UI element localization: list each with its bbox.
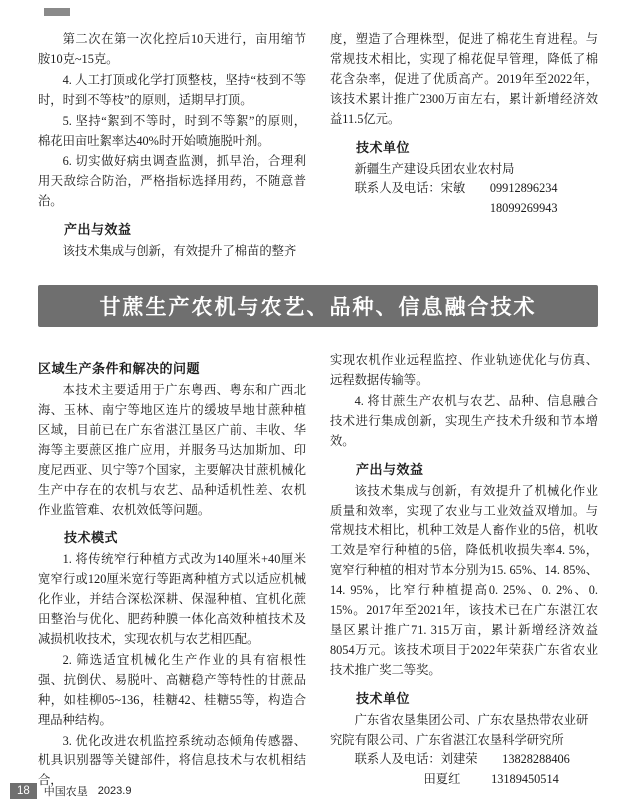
tech-unit-name: 新疆生产建设兵团农业农村局 (354, 161, 515, 176)
heading-tech-mode: 技术模式 (64, 530, 119, 546)
contact-label: 联系人及电话：刘建荣 (354, 752, 478, 767)
section1-right-column (330, 30, 598, 263)
page-footer (10, 783, 131, 799)
section1-left-column (38, 30, 306, 263)
section2-title: 甘蔗生产农机与农艺、品种、信息融合技术 (99, 296, 537, 320)
contact-block-second (330, 770, 598, 790)
paragraph: 4. 人工打顶或化学打顶整枝，坚持“枝到不等时，时到不等枝”的原则，适期早打顶。 (38, 72, 306, 107)
section2-left-column (38, 351, 306, 792)
contact-phone: 13828288406 (502, 752, 570, 767)
contact-name-2: 田夏红 (423, 772, 461, 787)
section1-columns (38, 30, 598, 263)
paragraph: 该技术集成与创新，有效提升了棉苗的整齐 (62, 244, 297, 259)
contact-numbers (465, 179, 557, 219)
paragraph: 3. 优化改进农机监控系统动态倾角传感器、机具识别器等关键部件，将信息技术与农机相结合， (38, 733, 306, 788)
paragraph: 第二次在第一次化控后10天进行，亩用缩节胺10克~15克。 (38, 32, 306, 66)
contact-block (330, 179, 598, 219)
paragraph: 1. 将传统窄行种植方式改为140厘米+40厘米宽窄行或120厘米宽行等距离种植方式以适应机械化作业，并结合深松深耕、保湿种植、宜机化蔗田整治与优化、肥药种膜一体化高效种植技术及减损机收技术，实现农机与农艺相匹配。 (38, 552, 306, 647)
page-number: 18 (10, 783, 37, 799)
section2-right-column (330, 351, 598, 792)
tech-unit-name: 广东省农垦集团公司、广东农垦热带农业研究院有限公司、广东省湛江农垦科学研究所 (330, 712, 589, 747)
heading-output-benefit: 产出与效益 (356, 461, 424, 477)
section2-banner (38, 285, 598, 335)
section2-columns (38, 351, 598, 792)
contact-block (330, 750, 598, 770)
paragraph: 5. 坚持“絮到不等时，时到不等絮”的原则，棉花田亩吐絮率达40%时开始喷施脱叶剂。 (38, 113, 306, 148)
paragraph: 实现农机作业远程监控、作业轨迹优化与仿真、远程数据传输等。 (330, 353, 598, 387)
paragraph: 度，塑造了合理株型，促进了棉花生育进程。与常规技术相比，实现了棉花促早管理，降低了棉花含杂率，促进了优质高产。2019年至2022年，该技术累计推广2300万亩左右，累计新增经济效益11.5亿元。 (330, 32, 598, 126)
heading-tech-unit: 技术单位 (356, 139, 411, 155)
paragraph: 本技术主要适用于广东粤西、粤东和广西北海、玉林、南宁等地区连片的缓坡旱地甘蔗种植区域，目前已在广东省湛江垦区广前、丰收、华海等主要蔗区推广应用，并服务马达加斯加、印度尼西亚、贝宁等7个国家，主要解决甘蔗机械化生产中存在的农机与农艺、品种适机性差、农机作业监管难、农机效低等问题。 (38, 383, 306, 517)
paragraph: 2. 筛选适宜机械化生产作业的具有宿根性强、抗倒伏、易脱叶、高糖稳产等特性的甘蔗品种，如桂柳05~136，桂糖42、桂糖55等，构造合理品种结构。 (38, 652, 306, 727)
paragraph: 6. 切实做好病虫调查监测，抓早治，合理利用天敌综合防治，严格指标选择用药，不随意普治。 (38, 154, 306, 209)
footer-issue-date: 2023.9 (97, 785, 132, 797)
contact-phone: 13189450514 (491, 772, 559, 787)
page-content (38, 30, 598, 792)
contact-phone: 18099269943 (489, 201, 558, 216)
footer-publication-title: 中国农垦 (43, 786, 88, 798)
heading-tech-unit: 技术单位 (356, 690, 411, 706)
heading-output-benefit: 产出与效益 (64, 222, 132, 238)
top-decorative-mark (44, 8, 70, 16)
paragraph: 该技术集成与创新，有效提升了机械化作业质量和效率，实现了农业与工业效益双增加。与常规技术相比，机种工效是人畜作业的5倍，机收工效是窄行种植的5倍，降低机收损失率4. 5%，宽窄行种植的相对节本分别为15. 65%、14. 85%、14. 95%，比窄行种植提高0. 25%、0. 2%、0. 15%。2017年至2021年，该技术已在广东湛江农垦区累计推广71. 315万亩，累计新增经济效益8054万元。该技术项目于2022年荣获广东省农业技术推广奖二等奖。 (330, 483, 598, 677)
paragraph: 4. 将甘蔗生产农机与农艺、品种、信息融合技术进行集成创新，实现生产技术升级和节本增效。 (330, 393, 598, 448)
contact-label: 联系人及电话：宋敏 (354, 181, 466, 196)
heading-regional-conditions: 区域生产条件和解决的问题 (38, 361, 201, 377)
contact-phone: 09912896234 (489, 181, 558, 196)
